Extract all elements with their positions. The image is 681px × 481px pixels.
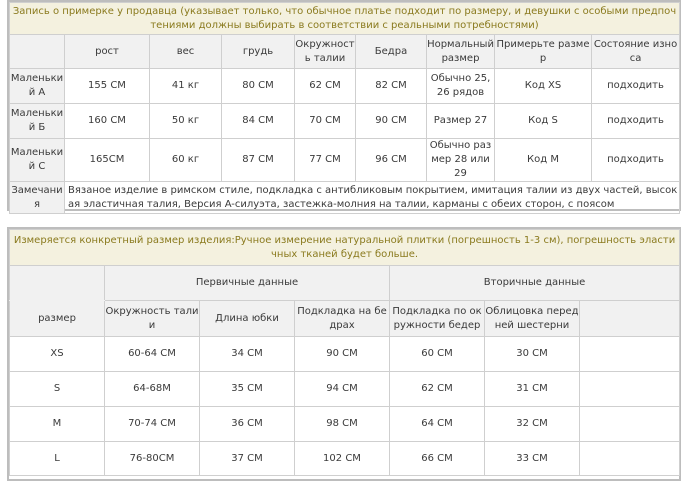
empty-cell [580, 442, 680, 476]
size-chart-title: Измеряется конкретный размер изделия:Ручное измерение натуральной плитки (погрешность 1-3 см), погрешность эластичных тканей будет больше. [10, 230, 680, 266]
table-header-row [10, 35, 680, 69]
table-cell: 32 СМ [485, 407, 580, 442]
table-cell: 165СМ [65, 139, 150, 182]
header-cell: Окружность талии [105, 301, 200, 337]
header-cell: Подкладка по окружности бедер [390, 301, 485, 337]
size-chart-frame [7, 227, 681, 481]
table-cell: 66 СМ [390, 442, 485, 476]
table-cell: S [10, 372, 105, 407]
group-header-row [10, 266, 680, 301]
table-cell: Обычно размер 28 или 29 [427, 139, 495, 182]
table-cell: 96 СМ [356, 139, 427, 182]
table-cell: 94 СМ [295, 372, 390, 407]
table-cell: 82 СМ [356, 69, 427, 104]
table-cell: Обычно 25, 26 рядов [427, 69, 495, 104]
header-cell: размер [10, 301, 105, 337]
empty-cell [580, 407, 680, 442]
secondary-data-header: Вторичные данные [390, 266, 680, 301]
table-row [10, 69, 680, 104]
table-row [10, 139, 680, 182]
table-row [10, 407, 680, 442]
table-cell: 36 СМ [200, 407, 295, 442]
table-cell: M [10, 407, 105, 442]
table-cell: 90 СМ [356, 104, 427, 139]
fitting-record-title: Запись о примерке у продавца (указывает только, что обычное платье подходит по размеру, и девушки с особыми предпочтениями должны выбирать в соответствии с реальными потребностями) [10, 3, 680, 35]
header-cell: Облицовка передней шестерни [485, 301, 580, 337]
table-cell: 60-64 СМ [105, 337, 200, 372]
header-cell: Подкладка на бедрах [295, 301, 390, 337]
table-cell: 76-80СМ [105, 442, 200, 476]
row-label: Маленький С [10, 139, 65, 182]
table-cell: L [10, 442, 105, 476]
table-cell: 41 кг [150, 69, 222, 104]
header-cell: Окружность талии [295, 35, 356, 69]
table-cell: 60 СМ [390, 337, 485, 372]
header-cell [10, 35, 65, 69]
primary-data-header: Первичные данные [105, 266, 390, 301]
table-cell: 35 СМ [200, 372, 295, 407]
table-cell: 33 СМ [485, 442, 580, 476]
header-cell: грудь [222, 35, 295, 69]
table-cell: 90 СМ [295, 337, 390, 372]
table-cell: 50 кг [150, 104, 222, 139]
header-cell: Нормальный размер [427, 35, 495, 69]
table-cell: 98 СМ [295, 407, 390, 442]
table-cell: Размер 27 [427, 104, 495, 139]
size-chart-table [9, 229, 680, 476]
empty-cell [580, 301, 680, 337]
table-cell: 70-74 СМ [105, 407, 200, 442]
table-cell: 77 СМ [295, 139, 356, 182]
table-cell: 87 СМ [222, 139, 295, 182]
table-cell: 155 СМ [65, 69, 150, 104]
table-cell: 34 СМ [200, 337, 295, 372]
note-text: Вязаное изделие в римском стиле, подкладка с антибликовым покрытием, имитация талии из двух частей, высокая эластичная талия, Версия A-силуэта, застежка-молния на талии, карманы с обеих сторон, с поясом [65, 182, 680, 214]
table-row [10, 442, 680, 476]
note-row [10, 182, 680, 214]
table-cell: 102 СМ [295, 442, 390, 476]
fitting-record-frame [7, 0, 681, 211]
header-cell: Состояние износа [592, 35, 680, 69]
table-row [10, 104, 680, 139]
header-cell: Бедра [356, 35, 427, 69]
table-cell: 37 СМ [200, 442, 295, 476]
table-cell: подходить [592, 69, 680, 104]
empty-cell [580, 372, 680, 407]
row-label: Маленький Б [10, 104, 65, 139]
table-cell: 160 СМ [65, 104, 150, 139]
table-cell: 64-68М [105, 372, 200, 407]
table-cell: XS [10, 337, 105, 372]
table-cell: 64 СМ [390, 407, 485, 442]
header-cell: вес [150, 35, 222, 69]
table-cell: 31 СМ [485, 372, 580, 407]
empty-cell [580, 337, 680, 372]
fitting-record-table [9, 2, 680, 214]
table-header-row [10, 301, 680, 337]
table-row [10, 372, 680, 407]
note-label: Замечания [10, 182, 65, 214]
header-cell: рост [65, 35, 150, 69]
header-cell: Примерьте размер [495, 35, 592, 69]
table-cell: Код S [495, 104, 592, 139]
table-cell: подходить [592, 104, 680, 139]
header-cell: Длина юбки [200, 301, 295, 337]
table-cell: 70 СМ [295, 104, 356, 139]
table-cell: 62 СМ [390, 372, 485, 407]
table-cell: 30 СМ [485, 337, 580, 372]
table-cell: 84 СМ [222, 104, 295, 139]
table-cell: 80 СМ [222, 69, 295, 104]
table-cell: Код M [495, 139, 592, 182]
table-cell: 62 СМ [295, 69, 356, 104]
row-label: Маленький А [10, 69, 65, 104]
table-cell: 60 кг [150, 139, 222, 182]
group-spacer [10, 266, 105, 301]
table-row [10, 337, 680, 372]
table-cell: Код XS [495, 69, 592, 104]
table-cell: подходить [592, 139, 680, 182]
